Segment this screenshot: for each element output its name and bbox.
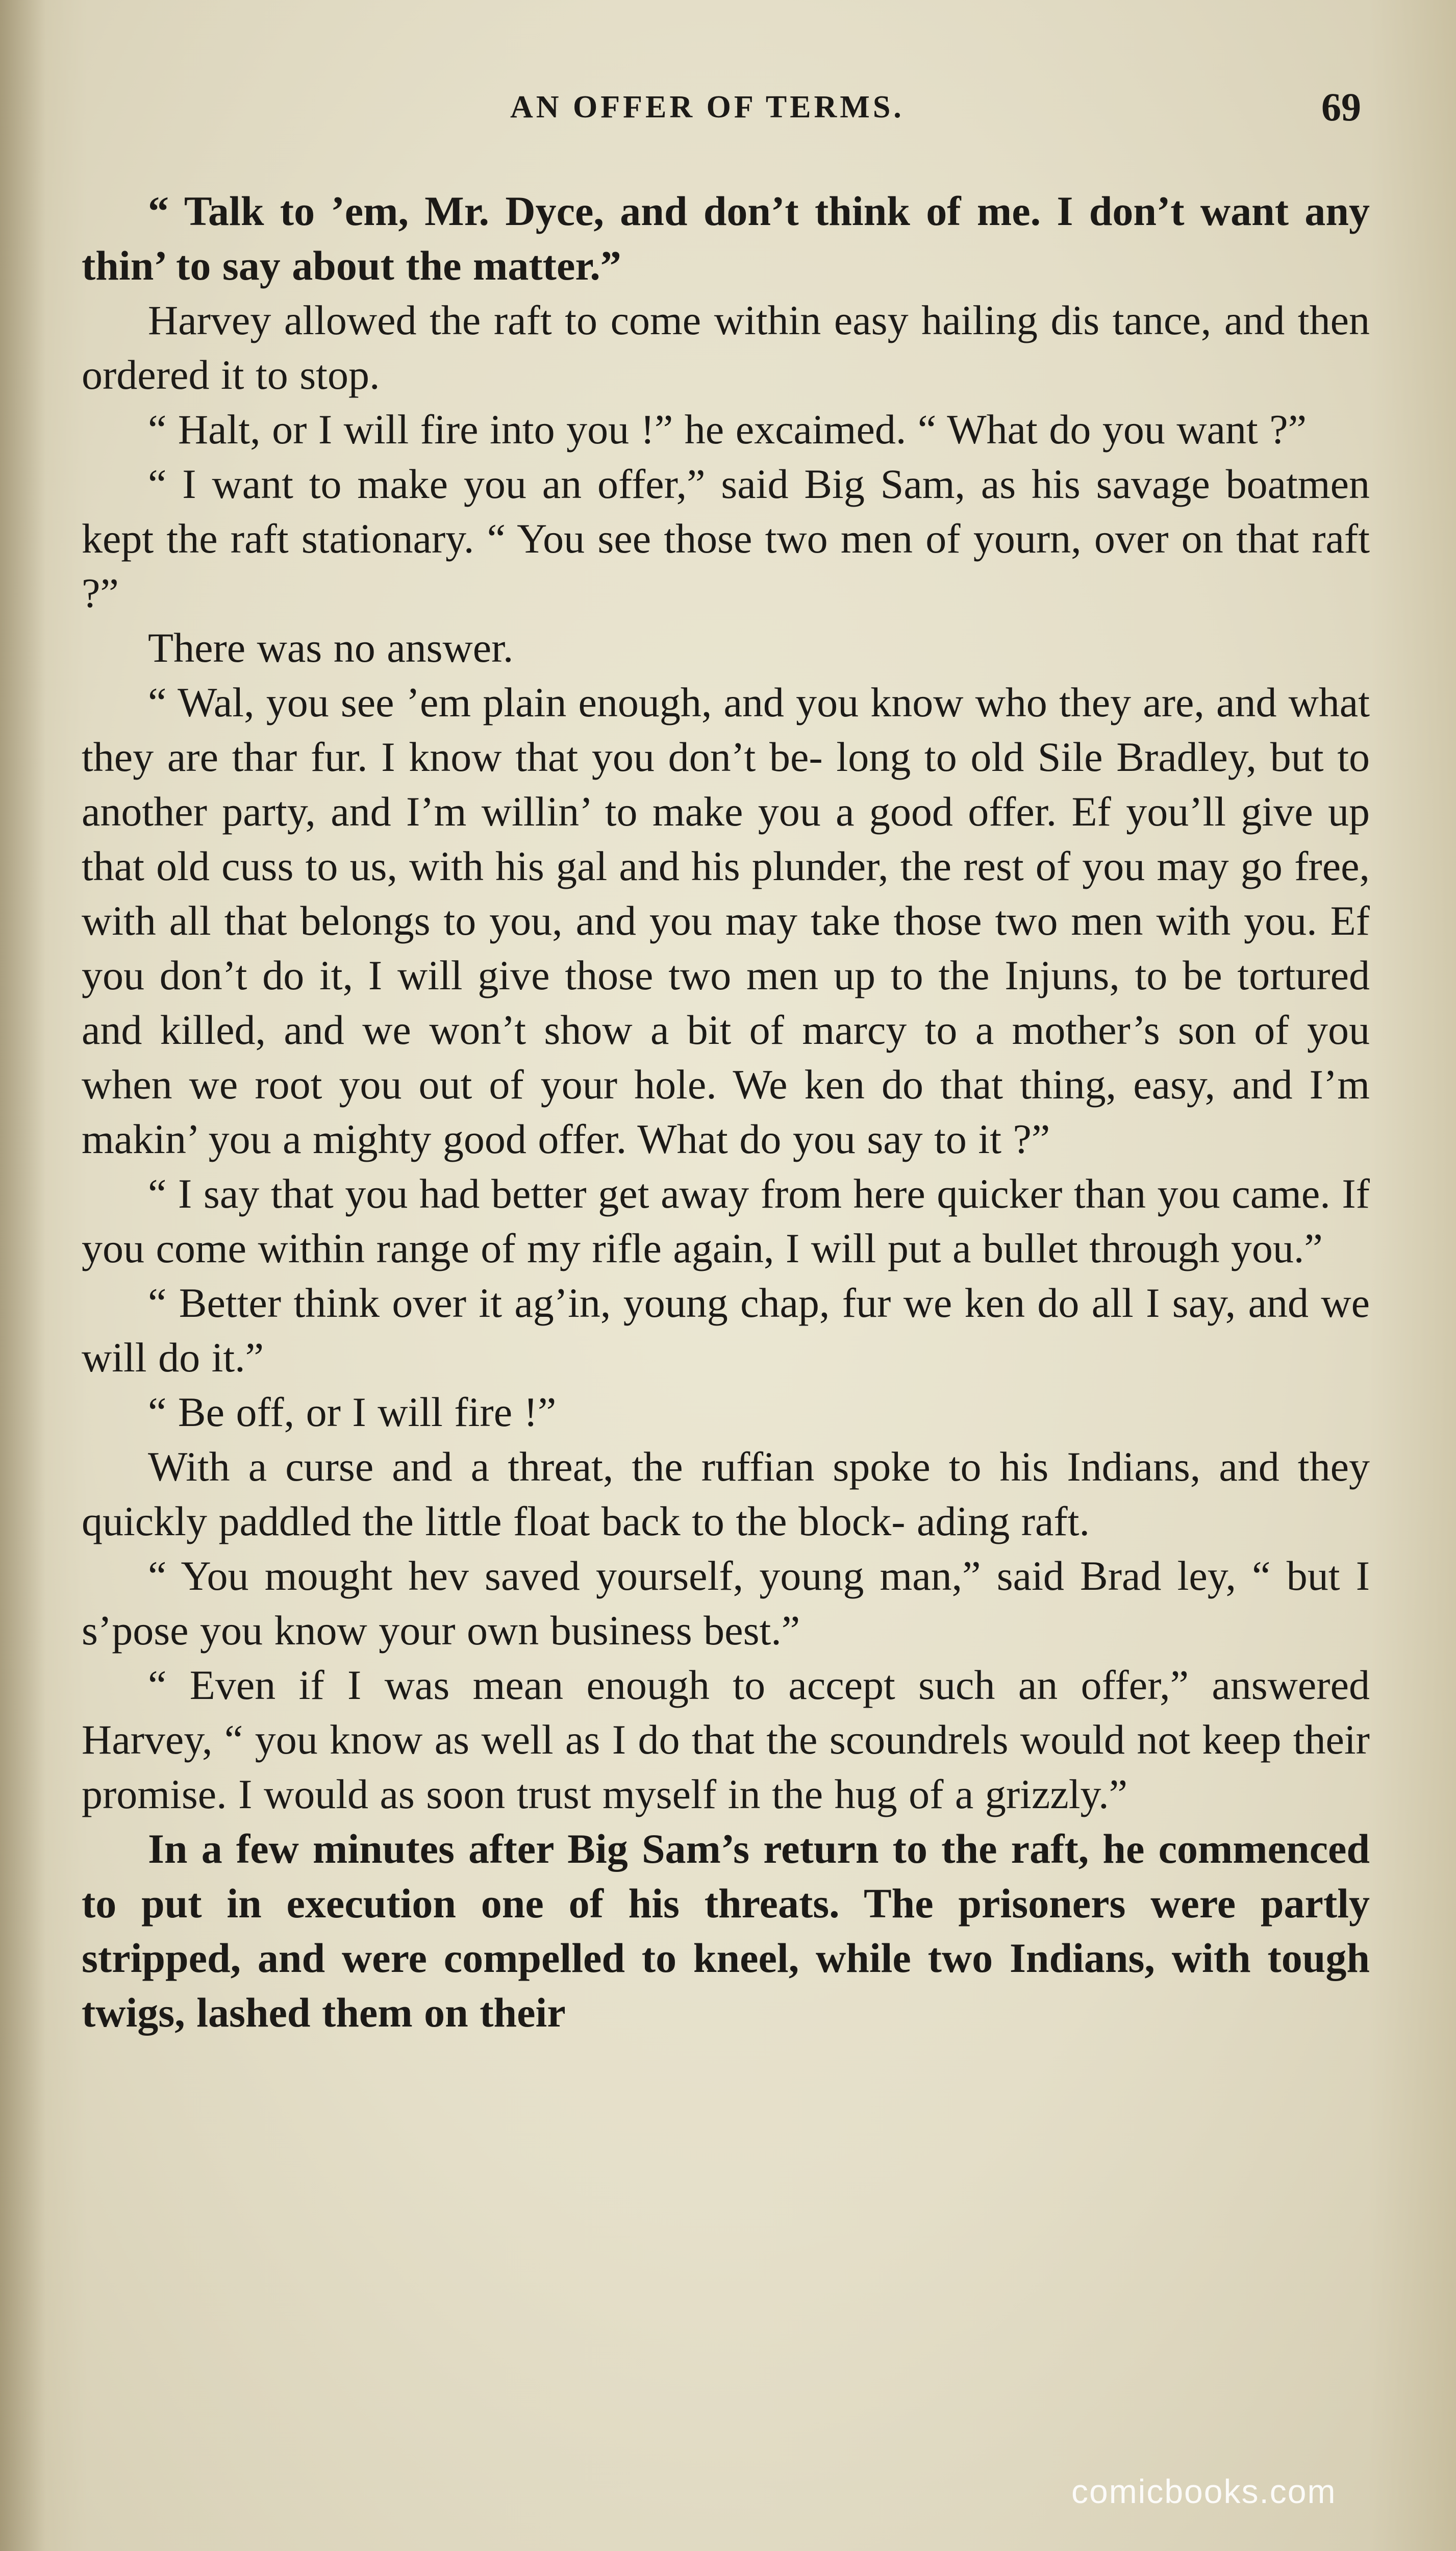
paragraph: With a curse and a threat, the ruffian spoke to his Indians, and they quickly paddled the little float back to the block- ading raft. <box>82 1443 1370 1544</box>
paragraph: “ Better think over it ag’in, young chap, fur we ken do all I say, and we will do it.” <box>82 1280 1370 1381</box>
paragraph: “ I want to make you an offer,” said Big Sam, as his savage boatmen kept the raft stationary. “ You see those two men of yourn, over on that raft ?” <box>82 461 1370 616</box>
spine-shadow <box>0 0 46 2551</box>
running-head: AN OFFER OF TERMS. <box>510 90 905 124</box>
body-text <box>82 184 1370 2040</box>
paragraph: “ You mought hev saved yourself, young man,” said Brad ley, “ but I s’pose you know your own business best.” <box>82 1553 1370 1654</box>
paragraph: “ Be off, or I will fire !” <box>148 1389 557 1435</box>
paragraph: “ Wal, you see ’em plain enough, and you know who they are, and what they are thar fur. I know that you don’t be- long to old Sile Bradley, but to another party, and I’m willin’ to make you a good offer. Ef you’ll give up that old cuss to us, with his gal and his plunder, the rest of you may go free, with all that belongs to you, and you may take those two men with you. Ef you don’t do it, I will give those two men up to the Injuns, to be tortured and killed, and we won’t show a bit of marcy to a mother’s son of you when we root you out of your hole. We ken do that thing, easy, and I’m makin’ you a mighty good offer. What do you say to it ?” <box>82 679 1370 1162</box>
paragraph: “ I say that you had better get away from here quicker than you came. If you come within range of my rifle again, I will put a bullet through you.” <box>82 1170 1370 1271</box>
paragraph: “ Halt, or I will fire into you !” he excaimed. “ What do you want ?” <box>148 406 1307 453</box>
paragraph: There was no answer. <box>148 624 514 671</box>
paragraph: In a few minutes after Big Sam’s return to the raft, he commenced to put in execution one of his threats. The prisoners were partly stripped, and were compelled to kneel, while two Indians, with tough twigs, lashed them on their <box>82 1825 1370 2036</box>
paragraph: Harvey allowed the raft to come within easy hailing dis tance, and then ordered it to stop. <box>82 297 1370 398</box>
page-header <box>0 84 1456 130</box>
paragraph: “ Even if I was mean enough to accept such an offer,” answered Harvey, “ you know as well as I do that the scoundrels would not keep their promise. I would as soon trust myself in the hug of a grizzly.” <box>82 1662 1370 1817</box>
watermark: comicbooks.com <box>1071 2472 1337 2510</box>
page-number: 69 <box>1321 85 1361 129</box>
paragraph: “ Talk to ’em, Mr. Dyce, and don’t think of me. I don’t want any thin’ to say about the matter.” <box>82 188 1370 289</box>
